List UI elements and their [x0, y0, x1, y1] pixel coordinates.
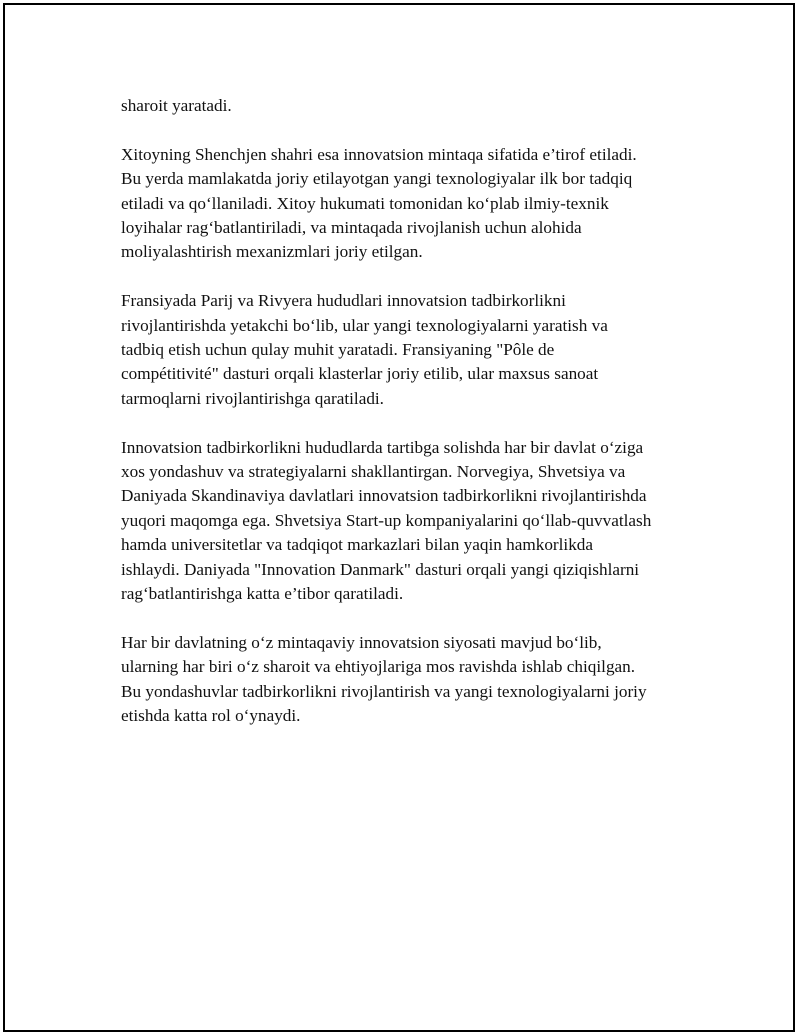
text-line: etiladi va qo‘llaniladi. Xitoy hukumati tomonidan ko‘plab ilmiy-texnik [121, 193, 609, 213]
text-line: Bu yerda mamlakatda joriy etilayotgan yangi texnologiyalar ilk bor tadqiq [121, 169, 633, 189]
text-line: Daniyada Skandinaviya davlatlari innovatsion tadbirkorlikni rivojlantirishda [121, 486, 647, 506]
text-line: moliyalashtirish mexanizmlari joriy etilgan. [121, 242, 423, 262]
text-line: ishlaydi. Daniyada "Innovation Danmark" dasturi orqali yangi qiziqishlarni [121, 559, 640, 579]
text-line: Xitoyning Shenchjen shahri esa innovatsion mintaqa sifatida e’tirof etiladi. [121, 144, 637, 164]
paragraph-5 [121, 631, 711, 729]
text-line: rag‘batlantirishga katta e’tibor qaratiladi. [121, 584, 404, 604]
text-line: Bu yondashuvlar tadbirkorlikni rivojlantirish va yangi texnologiyalarni joriy [121, 681, 647, 701]
text-line: Har bir davlatning o‘z mintaqaviy innovatsion siyosati mavjud bo‘lib, [121, 632, 602, 652]
paragraph-4 [121, 436, 711, 607]
text-line: loyihalar rag‘batlantiriladi, va mintaqada rivojlanish uchun alohida [121, 218, 582, 238]
paragraph-1 [121, 94, 711, 118]
text-line: xos yondashuv va strategiyalarni shakllantirgan. Norvegiya, Shvetsiya va [121, 462, 626, 482]
text-line: hamda universitetlar va tadqiqot markazlari bilan yaqin hamkorlikda [121, 535, 594, 555]
text-line: sharoit yaratadi. [121, 96, 232, 115]
text-line: rivojlantirishda yetakchi bo‘lib, ular yangi texnologiyalarni yaratish va [121, 315, 608, 335]
paragraph-3 [121, 289, 711, 411]
text-line: etishda katta rol o‘ynaydi. [121, 706, 301, 726]
page-frame [3, 3, 795, 1032]
text-line: tarmoqlarni rivojlantirishga qaratiladi. [121, 388, 384, 408]
text-line: Fransiyada Parij va Rivyera hududlari innovatsion tadbirkorlikni [121, 291, 566, 311]
text-line: Innovatsion tadbirkorlikni hududlarda tartibga solishda har bir davlat o‘ziga [121, 437, 644, 457]
text-line: yuqori maqomga ega. Shvetsiya Start-up kompaniyalarini qo‘llab-quvvatlash [121, 510, 652, 530]
text-line: ularning har biri o‘z sharoit va ehtiyojlariga mos ravishda ishlab chiqilgan. [121, 657, 636, 677]
text-line: tadbiq etish uchun qulay muhit yaratadi. Fransiyaning "Pôle de [121, 340, 555, 360]
text-line: compétitivité" dasturi orqali klasterlar joriy etilib, ular maxsus sanoat [121, 364, 599, 384]
document-body [121, 94, 711, 753]
paragraph-2 [121, 143, 711, 265]
